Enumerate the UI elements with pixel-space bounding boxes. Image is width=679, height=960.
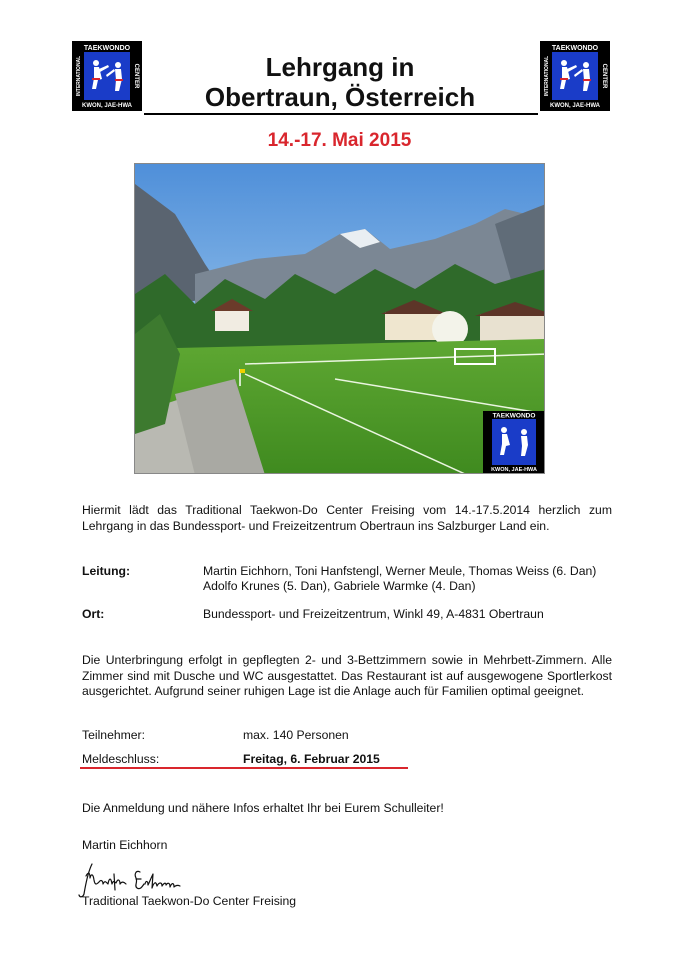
deadline-label: Meldeschluss: bbox=[82, 752, 160, 766]
leitung-label: Leitung: bbox=[82, 564, 131, 578]
svg-text:INTERNATIONAL: INTERNATIONAL bbox=[76, 55, 82, 97]
closing-text: Die Anmeldung und nähere Infos erhaltet Ihr bei Eurem Schulleiter! bbox=[82, 801, 444, 815]
deadline-value: Freitag, 6. Februar 2015 bbox=[243, 752, 380, 766]
taekwondo-center-logo-right bbox=[540, 41, 610, 111]
participants-label: Teilnehmer: bbox=[82, 728, 145, 742]
taekwondo-center-logo-left bbox=[72, 41, 142, 111]
title-line-1: Lehrgang in bbox=[265, 52, 415, 82]
header-divider bbox=[144, 113, 538, 115]
signer-name: Martin Eichhorn bbox=[82, 838, 168, 852]
svg-text:CENTER: CENTER bbox=[133, 63, 139, 89]
svg-text:TAEKWONDO: TAEKWONDO bbox=[83, 45, 131, 52]
svg-text:KWON, JAE-HWA: KWON, JAE-HWA bbox=[550, 103, 600, 109]
svg-text:CENTER: CENTER bbox=[601, 63, 607, 89]
deadline-underline bbox=[80, 767, 408, 769]
ort-label: Ort: bbox=[82, 607, 105, 621]
svg-text:KWON, JAE-HWA: KWON, JAE-HWA bbox=[491, 467, 537, 473]
leitung-line-1: Martin Eichhorn, Toni Hanfstengl, Werner Meule, Thomas Weiss (6. Dan) bbox=[203, 564, 597, 578]
title-line-2: Obertraun, Österreich bbox=[204, 82, 476, 112]
svg-text:TAEKWONDO: TAEKWONDO bbox=[551, 45, 599, 52]
intro-paragraph: Hiermit lädt das Traditional Taekwon-Do Center Freising vom 14.-17.5.2014 herzlich zum Lehrgang in das Bundessport- und Freizeitzentrum Obertraun ins Salzburger Land ein. bbox=[82, 503, 612, 533]
accommodation-paragraph: Die Unterbringung erfolgt in gepflegten 2- und 3-Bettzimmern sowie in Mehrbett-Zimmern. Alle Zimmer sind mit Dusche und WC ausgestattet. Das Restaurant ist auf ausgewogene Sportlerkost ausgerichtet. Aufgrund seiner ruhigen Lage ist die Anlage auch für Familien optimal geeignet. bbox=[82, 653, 612, 698]
organization-name: Traditional Taekwon-Do Center Freising bbox=[82, 894, 297, 908]
ort-value: Bundessport- und Freizeitzentrum, Winkl 49, A-4831 Obertraun bbox=[203, 607, 544, 621]
svg-text:TAEKWONDO: TAEKWONDO bbox=[492, 412, 536, 420]
svg-text:KWON, JAE-HWA: KWON, JAE-HWA bbox=[82, 103, 132, 109]
venue-photo bbox=[134, 163, 545, 474]
leitung-line-2: Adolfo Krunes (5. Dan), Gabriele Warmke (4. Dan) bbox=[203, 579, 476, 593]
svg-text:INTERNATIONAL: INTERNATIONAL bbox=[544, 55, 550, 97]
event-date: 14.-17. Mai 2015 bbox=[267, 130, 412, 151]
participants-value: max. 140 Personen bbox=[243, 728, 349, 742]
